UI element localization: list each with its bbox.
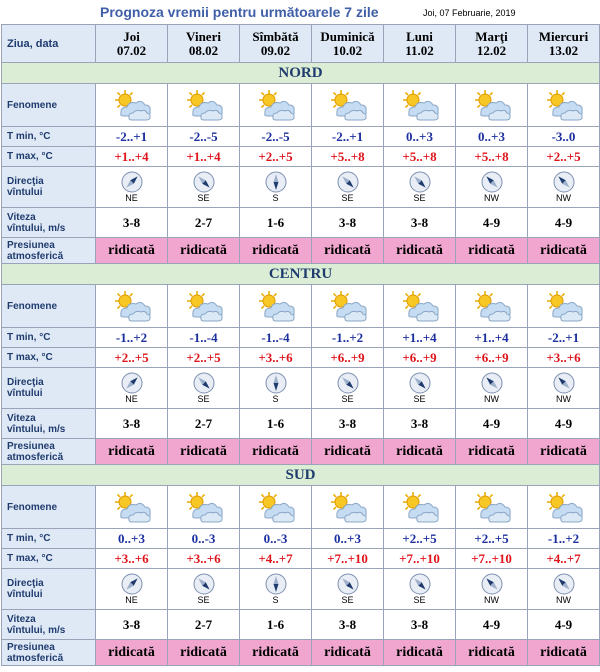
wind-speed-value: 2-7: [168, 409, 240, 439]
pressure-row: [2, 640, 600, 666]
pressure-value: ridicată: [456, 238, 528, 264]
phenomena-cell: [96, 486, 168, 529]
pressure-label: [2, 640, 96, 666]
day-date: 13.02: [548, 42, 579, 58]
partly-cloudy-icon: [110, 490, 154, 524]
day-header: [456, 25, 528, 63]
wind-compass-icon: [240, 171, 311, 193]
region-name: SUD: [2, 465, 600, 486]
pressure-label: [2, 439, 96, 465]
day-name: Luni: [406, 28, 433, 44]
wind-speed-value: 3-8: [384, 409, 456, 439]
tmax-label-text: T max, °C: [7, 553, 53, 564]
wind-direction-cell: [456, 167, 528, 208]
day-name: Miercuri: [538, 28, 589, 44]
pressure-label-text: atmosferică: [7, 652, 64, 664]
phenomena-label-text: Fenomene: [7, 501, 58, 513]
partly-cloudy-icon: [470, 490, 514, 524]
wind-speed-value: 4-9: [528, 409, 600, 439]
tmin-value: -2..+1: [312, 127, 384, 147]
tmin-value: -1..+2: [528, 529, 600, 549]
wind-speed-value: 2-7: [168, 610, 240, 640]
phenomena-row: [2, 486, 600, 529]
tmax-row: [2, 147, 600, 167]
tmin-label-text: T min, °C: [7, 332, 51, 343]
wind-compass-icon: [456, 573, 527, 595]
wind-speed-label: [2, 610, 96, 640]
wind-speed-label-text: vîntului, m/s: [7, 222, 66, 234]
pressure-value: ridicată: [528, 640, 600, 666]
phenomena-cell: [528, 285, 600, 328]
wind-compass-icon: [312, 372, 383, 394]
tmin-label-text: T min, °C: [7, 131, 51, 142]
phenomena-cell: [312, 486, 384, 529]
tmax-value: +6..+9: [456, 348, 528, 368]
wind-direction-label-text: Direcţia: [7, 176, 44, 187]
wind-speed-value: 3-8: [312, 610, 384, 640]
phenomena-row: [2, 285, 600, 328]
wind-direction-value: SE: [413, 595, 426, 605]
page-header: [0, 0, 600, 24]
tmax-label: [2, 549, 96, 569]
tmax-label-text: T max, °C: [7, 352, 53, 363]
tmin-value: +2..+5: [384, 529, 456, 549]
tmin-value: -2..-5: [168, 127, 240, 147]
pressure-value: ridicată: [528, 439, 600, 465]
pressure-row: [2, 439, 600, 465]
wind-compass-icon: [168, 372, 239, 394]
tmin-value: 0..+3: [456, 127, 528, 147]
day-header: [312, 25, 384, 63]
pressure-value: ridicată: [168, 238, 240, 264]
tmin-value: -2..+1: [96, 127, 168, 147]
partly-cloudy-icon: [326, 88, 370, 122]
pressure-value: ridicată: [456, 439, 528, 465]
wind-compass-icon: [96, 171, 167, 193]
phenomena-cell: [240, 285, 312, 328]
partly-cloudy-icon: [398, 490, 442, 524]
tmin-row: [2, 328, 600, 348]
day-date: 11.02: [405, 42, 434, 58]
pressure-label: [2, 238, 96, 264]
partly-cloudy-icon: [326, 289, 370, 323]
wind-compass-icon: [528, 573, 599, 595]
partly-cloudy-icon: [110, 289, 154, 323]
wind-direction-cell: [528, 167, 600, 208]
tmax-value: +5..+8: [384, 147, 456, 167]
tmax-value: +7..+10: [312, 549, 384, 569]
wind-direction-cell: [312, 167, 384, 208]
pressure-label-text: atmosferică: [7, 451, 64, 463]
pressure-value: ridicată: [96, 439, 168, 465]
partly-cloudy-icon: [542, 88, 586, 122]
wind-direction-value: SE: [413, 394, 426, 404]
page-title: Prognoza vremii pentru următoarele 7 zile: [100, 4, 379, 20]
phenomena-label-text: Fenomene: [7, 99, 58, 111]
phenomena-cell: [168, 285, 240, 328]
wind-direction-cell: [312, 569, 384, 610]
pressure-value: ridicată: [240, 640, 312, 666]
tmin-value: 0..+3: [312, 529, 384, 549]
day-date: 10.02: [332, 42, 363, 58]
tmax-value: +6..+9: [312, 348, 384, 368]
tmin-row: [2, 127, 600, 147]
wind-direction-value: S: [272, 595, 279, 605]
pressure-value: ridicată: [240, 238, 312, 264]
wind-direction-value: NW: [556, 193, 571, 203]
pressure-value: ridicată: [240, 439, 312, 465]
partly-cloudy-icon: [398, 289, 442, 323]
wind-speed-value: 4-9: [456, 208, 528, 238]
wind-direction-label-text: vîntului: [7, 589, 43, 600]
tmax-value: +2..+5: [528, 147, 600, 167]
tmin-value: +2..+5: [456, 529, 528, 549]
wind-direction-value: S: [272, 394, 279, 404]
tmax-value: +3..+6: [528, 348, 600, 368]
phenomena-cell: [384, 285, 456, 328]
wind-direction-cell: [240, 569, 312, 610]
wind-speed-value: 4-9: [528, 208, 600, 238]
day-date: 12.02: [476, 42, 507, 58]
tmax-value: +7..+10: [384, 549, 456, 569]
wind-speed-value: 3-8: [96, 208, 168, 238]
phenomena-cell: [96, 84, 168, 127]
tmin-value: 0..-3: [240, 529, 312, 549]
tmin-row: [2, 529, 600, 549]
forecast-table: [1, 24, 600, 666]
tmin-value: -2..+1: [528, 328, 600, 348]
wind-direction-value: NW: [484, 394, 499, 404]
pressure-value: ridicată: [312, 238, 384, 264]
wind-direction-value: SE: [341, 595, 354, 605]
phenomena-label-text: Fenomene: [7, 300, 58, 312]
wind-direction-value: SE: [413, 193, 426, 203]
phenomena-row: [2, 84, 600, 127]
tmin-value: 0..+3: [96, 529, 168, 549]
partly-cloudy-icon: [470, 289, 514, 323]
partly-cloudy-icon: [542, 289, 586, 323]
wind-direction-value: NW: [484, 595, 499, 605]
tmin-value: -1..-4: [240, 328, 312, 348]
phenomena-label: [2, 84, 96, 127]
partly-cloudy-icon: [470, 88, 514, 122]
tmin-value: -1..+2: [312, 328, 384, 348]
tmax-value: +3..+6: [240, 348, 312, 368]
wind-direction-cell: [168, 569, 240, 610]
wind-direction-value: S: [272, 193, 279, 203]
wind-compass-icon: [528, 372, 599, 394]
wind-direction-label: [2, 167, 96, 208]
partly-cloudy-icon: [254, 88, 298, 122]
day-date-header-text: Ziua, data: [7, 37, 59, 50]
wind-direction-label-text: Direcţia: [7, 578, 44, 589]
wind-compass-icon: [456, 372, 527, 394]
wind-compass-icon: [312, 573, 383, 595]
wind-direction-label-text: Direcţia: [7, 377, 44, 388]
tmax-value: +4..+7: [240, 549, 312, 569]
wind-direction-cell: [456, 569, 528, 610]
day-name: Marţi: [475, 28, 508, 44]
tmax-label: [2, 147, 96, 167]
wind-direction-cell: [528, 368, 600, 409]
wind-compass-icon: [312, 171, 383, 193]
region-row: [2, 465, 600, 486]
wind-direction-row: [2, 368, 600, 409]
wind-direction-cell: [96, 167, 168, 208]
tmin-label: [2, 127, 96, 147]
tmax-label-text: T max, °C: [7, 151, 53, 162]
forecast-date: Joi, 07 Februarie, 2019: [423, 8, 516, 18]
wind-speed-label-text: Viteza: [7, 613, 36, 625]
tmax-value: +3..+6: [96, 549, 168, 569]
partly-cloudy-icon: [182, 289, 226, 323]
partly-cloudy-icon: [254, 490, 298, 524]
wind-speed-value: 3-8: [312, 208, 384, 238]
tmin-value: -1..-4: [168, 328, 240, 348]
wind-direction-label: [2, 569, 96, 610]
wind-compass-icon: [384, 573, 455, 595]
wind-speed-row: [2, 208, 600, 238]
partly-cloudy-icon: [110, 88, 154, 122]
wind-direction-cell: [384, 368, 456, 409]
tmin-value: 0..-3: [168, 529, 240, 549]
phenomena-cell: [528, 486, 600, 529]
wind-direction-cell: [240, 167, 312, 208]
phenomena-cell: [312, 285, 384, 328]
phenomena-cell: [384, 84, 456, 127]
partly-cloudy-icon: [254, 289, 298, 323]
tmax-label: [2, 348, 96, 368]
wind-compass-icon: [240, 573, 311, 595]
pressure-value: ridicată: [312, 640, 384, 666]
phenomena-cell: [312, 84, 384, 127]
wind-direction-cell: [528, 569, 600, 610]
wind-speed-value: 4-9: [456, 610, 528, 640]
days-header-row: [2, 25, 600, 63]
wind-speed-value: 2-7: [168, 208, 240, 238]
wind-speed-value: 3-8: [312, 409, 384, 439]
tmin-value: -2..-5: [240, 127, 312, 147]
phenomena-label: [2, 285, 96, 328]
wind-direction-label-text: vîntului: [7, 388, 43, 399]
day-name: Vineri: [186, 28, 221, 44]
pressure-label-text: Presiunea: [7, 239, 55, 251]
wind-speed-label-text: vîntului, m/s: [7, 423, 66, 435]
phenomena-cell: [456, 84, 528, 127]
wind-speed-value: 3-8: [384, 610, 456, 640]
wind-speed-value: 1-6: [240, 409, 312, 439]
tmax-value: +3..+6: [168, 549, 240, 569]
pressure-value: ridicată: [168, 640, 240, 666]
wind-speed-label-text: Viteza: [7, 211, 36, 223]
wind-speed-label-text: Viteza: [7, 412, 36, 424]
wind-compass-icon: [384, 372, 455, 394]
day-date: 07.02: [116, 42, 147, 58]
region-name: CENTRU: [2, 264, 600, 285]
tmin-label-text: T min, °C: [7, 533, 51, 544]
pressure-label-text: Presiunea: [7, 641, 55, 653]
wind-direction-value: SE: [197, 595, 210, 605]
wind-compass-icon: [528, 171, 599, 193]
wind-compass-icon: [168, 573, 239, 595]
wind-direction-value: NW: [556, 595, 571, 605]
wind-direction-row: [2, 167, 600, 208]
tmax-value: +2..+5: [96, 348, 168, 368]
wind-compass-icon: [456, 171, 527, 193]
tmax-value: +6..+9: [384, 348, 456, 368]
phenomena-cell: [168, 84, 240, 127]
wind-direction-value: NE: [125, 193, 138, 203]
day-name: Duminică: [320, 28, 375, 44]
wind-direction-cell: [168, 167, 240, 208]
partly-cloudy-icon: [542, 490, 586, 524]
pressure-label-text: atmosferică: [7, 250, 64, 262]
pressure-value: ridicată: [96, 640, 168, 666]
pressure-value: ridicată: [384, 439, 456, 465]
wind-compass-icon: [240, 372, 311, 394]
pressure-value: ridicată: [528, 238, 600, 264]
wind-speed-value: 1-6: [240, 208, 312, 238]
phenomena-cell: [456, 486, 528, 529]
wind-compass-icon: [168, 171, 239, 193]
tmin-value: +1..+4: [456, 328, 528, 348]
region-row: [2, 264, 600, 285]
wind-direction-cell: [384, 569, 456, 610]
wind-compass-icon: [96, 372, 167, 394]
day-header: [528, 25, 600, 63]
region-row: [2, 63, 600, 84]
wind-direction-value: SE: [197, 193, 210, 203]
tmax-row: [2, 348, 600, 368]
tmin-value: +1..+4: [384, 328, 456, 348]
tmax-value: +1..+4: [96, 147, 168, 167]
phenomena-label: [2, 486, 96, 529]
day-name: Joi: [123, 28, 140, 44]
wind-direction-label: [2, 368, 96, 409]
phenomena-cell: [96, 285, 168, 328]
wind-direction-value: SE: [341, 193, 354, 203]
day-header: [384, 25, 456, 63]
wind-speed-value: 3-8: [96, 610, 168, 640]
partly-cloudy-icon: [326, 490, 370, 524]
tmax-value: +2..+5: [240, 147, 312, 167]
tmax-value: +5..+8: [312, 147, 384, 167]
wind-direction-value: NW: [556, 394, 571, 404]
pressure-value: ridicată: [384, 640, 456, 666]
wind-direction-cell: [456, 368, 528, 409]
wind-speed-label: [2, 208, 96, 238]
region-name: NORD: [2, 63, 600, 84]
phenomena-cell: [168, 486, 240, 529]
wind-speed-label-text: vîntului, m/s: [7, 624, 66, 636]
phenomena-cell: [456, 285, 528, 328]
pressure-row: [2, 238, 600, 264]
tmax-value: +4..+7: [528, 549, 600, 569]
wind-speed-label: [2, 409, 96, 439]
tmin-value: -3..0: [528, 127, 600, 147]
tmax-value: +7..+10: [456, 549, 528, 569]
phenomena-cell: [240, 486, 312, 529]
wind-speed-value: 4-9: [528, 610, 600, 640]
day-name: Sîmbătă: [252, 28, 299, 44]
wind-speed-row: [2, 409, 600, 439]
phenomena-cell: [240, 84, 312, 127]
wind-direction-value: SE: [341, 394, 354, 404]
tmax-value: +5..+8: [456, 147, 528, 167]
wind-compass-icon: [384, 171, 455, 193]
tmin-label: [2, 328, 96, 348]
wind-direction-label-text: vîntului: [7, 187, 43, 198]
tmin-label: [2, 529, 96, 549]
tmax-value: +1..+4: [168, 147, 240, 167]
wind-speed-value: 1-6: [240, 610, 312, 640]
wind-direction-value: NE: [125, 595, 138, 605]
partly-cloudy-icon: [182, 490, 226, 524]
pressure-label-text: Presiunea: [7, 440, 55, 452]
pressure-value: ridicată: [456, 640, 528, 666]
tmax-value: +2..+5: [168, 348, 240, 368]
tmin-value: -1..+2: [96, 328, 168, 348]
wind-direction-value: NE: [125, 394, 138, 404]
wind-direction-value: SE: [197, 394, 210, 404]
pressure-value: ridicată: [168, 439, 240, 465]
wind-direction-value: NW: [484, 193, 499, 203]
wind-speed-value: 3-8: [384, 208, 456, 238]
tmax-row: [2, 549, 600, 569]
wind-direction-row: [2, 569, 600, 610]
wind-direction-cell: [96, 569, 168, 610]
phenomena-cell: [384, 486, 456, 529]
day-date: 09.02: [260, 42, 291, 58]
day-date-header: [2, 25, 96, 63]
wind-direction-cell: [168, 368, 240, 409]
day-header: [240, 25, 312, 63]
pressure-value: ridicată: [96, 238, 168, 264]
day-header: [96, 25, 168, 63]
wind-direction-cell: [384, 167, 456, 208]
wind-speed-value: 4-9: [456, 409, 528, 439]
wind-direction-cell: [312, 368, 384, 409]
wind-direction-cell: [240, 368, 312, 409]
partly-cloudy-icon: [398, 88, 442, 122]
day-header: [168, 25, 240, 63]
wind-speed-value: 3-8: [96, 409, 168, 439]
wind-direction-cell: [96, 368, 168, 409]
wind-compass-icon: [96, 573, 167, 595]
wind-speed-row: [2, 610, 600, 640]
phenomena-cell: [528, 84, 600, 127]
tmin-value: 0..+3: [384, 127, 456, 147]
partly-cloudy-icon: [182, 88, 226, 122]
pressure-value: ridicată: [312, 439, 384, 465]
pressure-value: ridicată: [384, 238, 456, 264]
day-date: 08.02: [188, 42, 219, 58]
